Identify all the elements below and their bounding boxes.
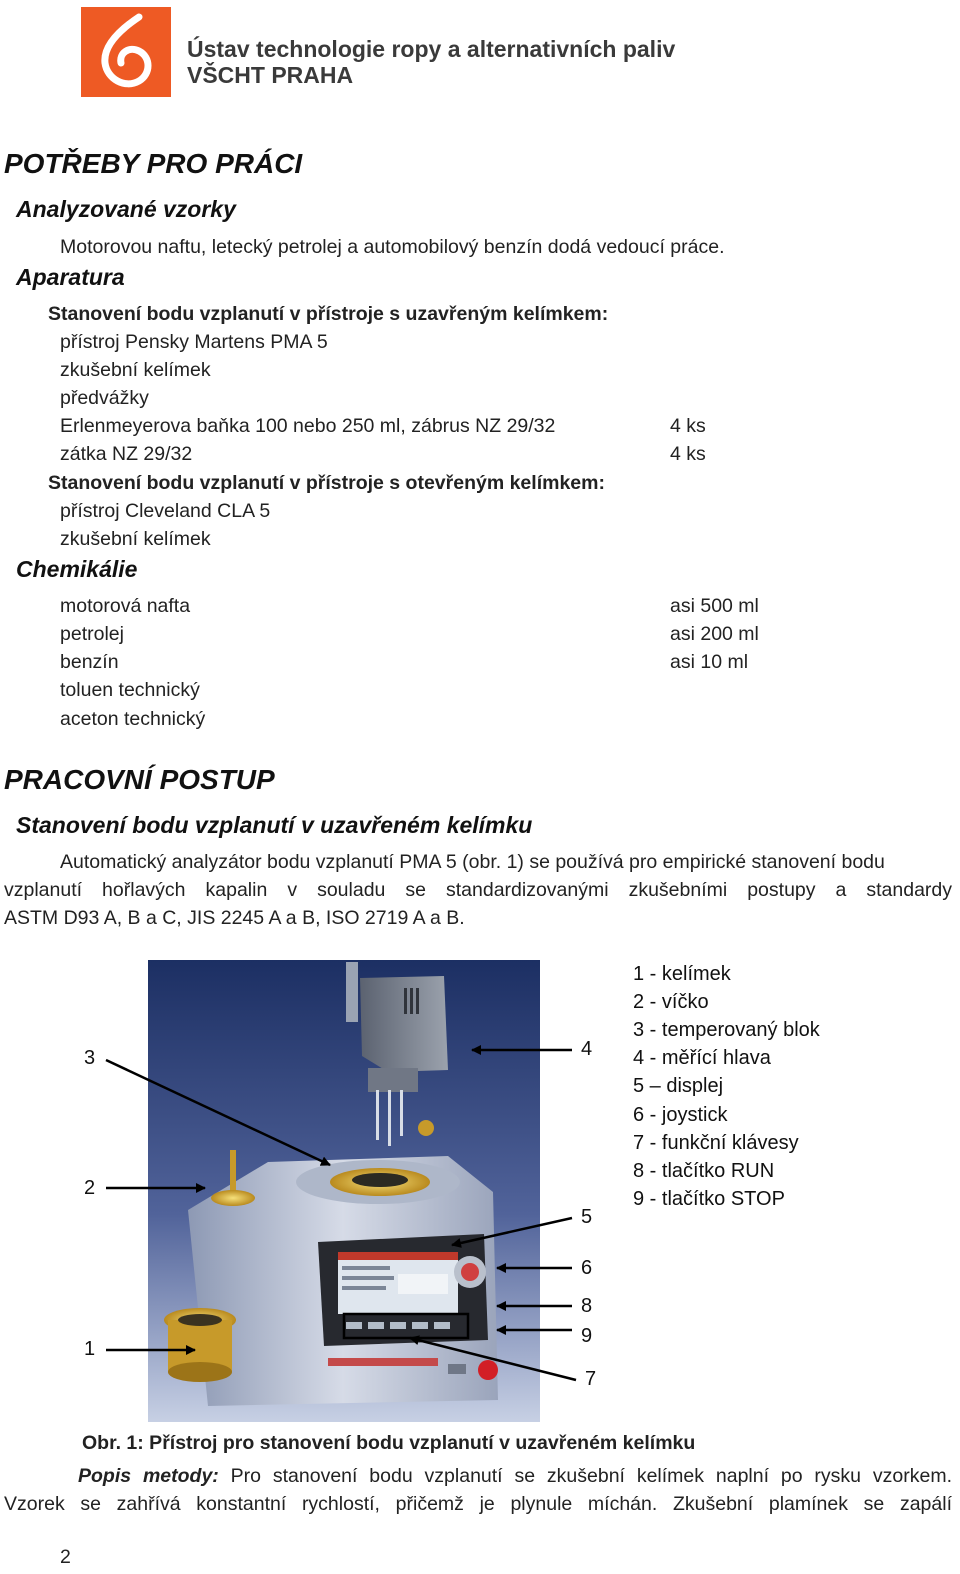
page-number: 2 bbox=[60, 1546, 71, 1568]
callout-label: 7 bbox=[585, 1368, 597, 1390]
section-title-requirements: POTŘEBY PRO PRÁCI bbox=[4, 148, 303, 179]
method-line-2: Vzorek se zahřívá konstantní rychlostí, přičemž je plynule míchán. Zkušební plamínek se zapálí bbox=[4, 1493, 952, 1515]
chemical-qty: asi 10 ml bbox=[670, 651, 749, 673]
chemical-qty: asi 200 ml bbox=[670, 623, 759, 645]
school-name: VŠCHT PRAHA bbox=[187, 62, 354, 88]
subsection-title-samples: Analyzované vzorky bbox=[16, 196, 236, 222]
apparatus-qty: 4 ks bbox=[670, 443, 706, 465]
legend-item: 5 – displej bbox=[633, 1075, 724, 1097]
apparatus-item: přístroj Pensky Martens PMA 5 bbox=[60, 331, 328, 353]
callout-label: 6 bbox=[581, 1257, 593, 1279]
callout-label: 1 bbox=[84, 1338, 96, 1360]
legend-item: 8 - tlačítko RUN bbox=[633, 1160, 775, 1182]
figure-caption: Obr. 1: Přístroj pro stanovení bodu vzplanutí v uzavřeném kelímku bbox=[82, 1432, 696, 1454]
callout-label: 2 bbox=[84, 1177, 96, 1199]
apparatus-qty: 4 ks bbox=[670, 415, 706, 437]
apparatus-item: zkušební kelímek bbox=[60, 528, 211, 550]
apparatus-item: zátka NZ 29/32 bbox=[60, 443, 193, 465]
function-keys-frame bbox=[344, 1314, 468, 1338]
legend-item: 7 - funkční klávesy bbox=[633, 1132, 799, 1154]
paragraph-line: vzplanutí hořlavých kapalin v souladu se standardizovanými zkušebními postupy a standardy bbox=[4, 879, 952, 901]
arrow-3 bbox=[106, 1060, 330, 1165]
samples-text: Motorovou naftu, letecký petrolej a automobilový benzín dodá vedoucí práce. bbox=[60, 236, 725, 258]
apparatus-item: přístroj Cleveland CLA 5 bbox=[60, 500, 271, 522]
chemical-item: benzín bbox=[60, 651, 119, 673]
section-title-procedure: PRACOVNÍ POSTUP bbox=[4, 764, 275, 795]
callout-label: 4 bbox=[581, 1038, 593, 1060]
paragraph-line: Automatický analyzátor bodu vzplanutí PMA 5 (obr. 1) se používá pro empirické stanovení bodu bbox=[60, 851, 885, 873]
open-cup-heading: Stanovení bodu vzplanutí v přístroje s otevřeným kelímkem: bbox=[48, 472, 605, 494]
callout-label: 9 bbox=[581, 1325, 593, 1347]
apparatus-item: předvážky bbox=[60, 387, 149, 409]
legend-item: 2 - víčko bbox=[633, 991, 709, 1013]
arrow-7 bbox=[410, 1338, 576, 1380]
subsection-title-closed-cup: Stanovení bodu vzplanutí v uzavřeném kelímku bbox=[16, 812, 533, 838]
subsection-title-chemicals: Chemikálie bbox=[16, 556, 138, 582]
method-label: Popis metody: bbox=[78, 1465, 219, 1487]
legend-item: 3 - temperovaný blok bbox=[633, 1019, 820, 1041]
chemical-item: motorová nafta bbox=[60, 595, 191, 617]
callout-label: 3 bbox=[84, 1047, 96, 1069]
legend-item: 4 - měřící hlava bbox=[633, 1047, 771, 1069]
chemical-qty: asi 500 ml bbox=[670, 595, 759, 617]
method-line-1 bbox=[4, 1465, 952, 1488]
subsection-title-apparatus: Aparatura bbox=[16, 264, 125, 290]
chemical-item: aceton technický bbox=[60, 708, 206, 730]
arrow-5 bbox=[452, 1218, 572, 1245]
legend-item: 9 - tlačítko STOP bbox=[633, 1188, 785, 1210]
legend-item: 6 - joystick bbox=[633, 1104, 728, 1126]
chemical-item: toluen technický bbox=[60, 679, 200, 701]
legend-item: 1 - kelímek bbox=[633, 963, 731, 985]
apparatus-item: zkušební kelímek bbox=[60, 359, 211, 381]
institute-name: Ústav technologie ropy a alternativních paliv bbox=[187, 36, 676, 62]
paragraph-line: ASTM D93 A, B a C, JIS 2245 A a B, ISO 2719 A a B. bbox=[4, 907, 465, 929]
apparatus-item: Erlenmeyerova baňka 100 nebo 250 ml, zábrus NZ 29/32 bbox=[60, 415, 556, 437]
callout-label: 5 bbox=[581, 1206, 593, 1228]
closed-cup-heading: Stanovení bodu vzplanutí v přístroje s uzavřeným kelímkem: bbox=[48, 303, 609, 325]
callout-label: 8 bbox=[581, 1295, 593, 1317]
method-text: Pro stanovení bodu vzplanutí se zkušební kelímek naplní po rysku vzorkem. bbox=[218, 1465, 952, 1487]
chemical-item: petrolej bbox=[60, 623, 124, 645]
